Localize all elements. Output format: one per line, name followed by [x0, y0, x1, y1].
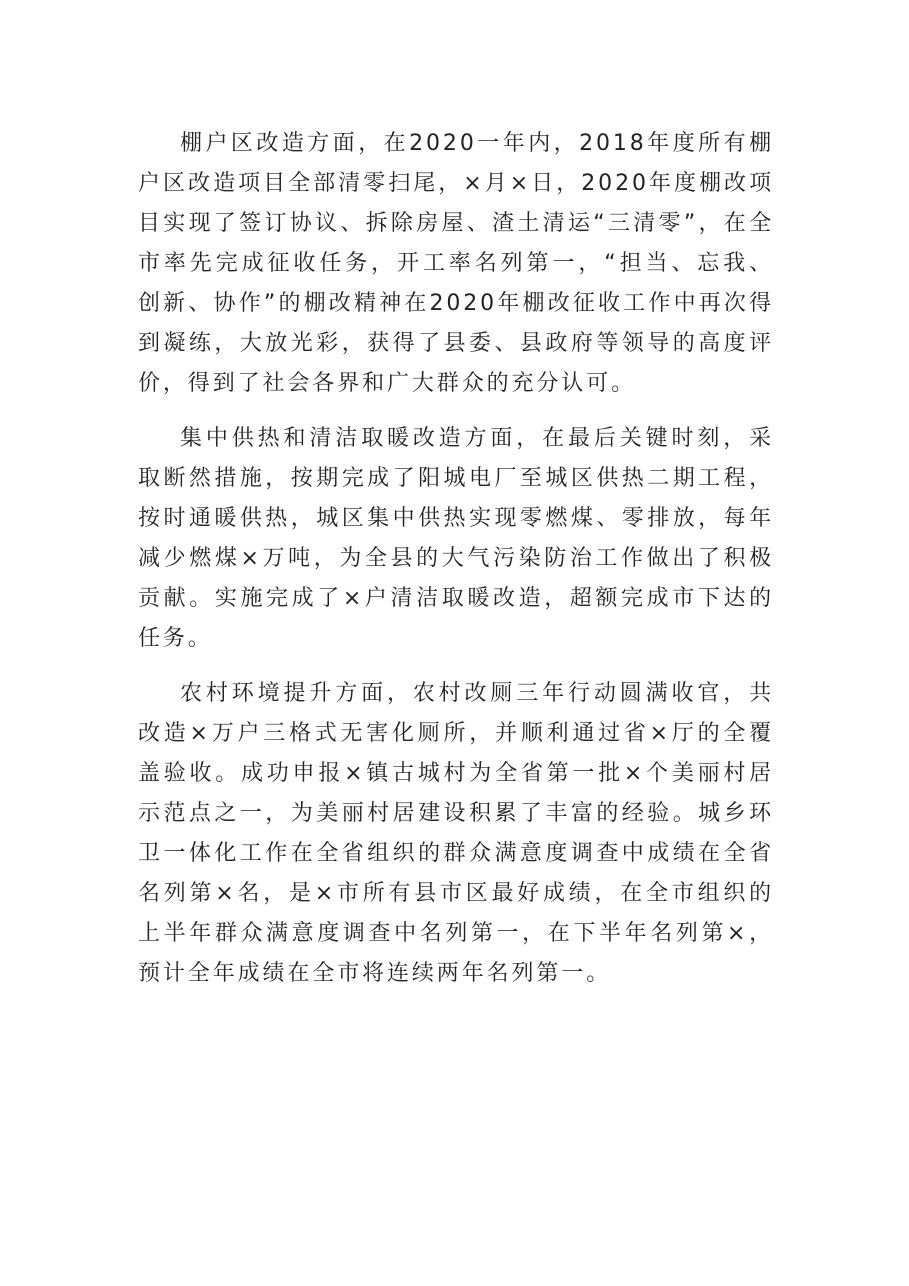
document-body — [138, 124, 774, 1009]
paragraph-rural-environment: 农村环境提升方面，农村改厕三年行动圆满收官，共改造×万户三格式无害化厕所，并顺利通过省×厅的全覆盖验收。成功申报×镇古城村为全省第一批×个美丽村居示范点之一，为美丽村居建设积累了丰富的经验。城乡环卫一体化工作在全省组织的群众满意度调查中成绩在全省名列第×名，是×市所有县市区最好成绩，在全市组织的上半年群众满意度调查中名列第一，在下半年名列第×，预计全年成绩在全市将连续两年名列第一。 — [138, 681, 774, 986]
paragraph-central-heating: 集中供热和清洁取暖改造方面，在最后关键时刻，采取断然措施，按期完成了阳城电厂至城区供热二期工程，按时通暖供热，城区集中供热实现零燃煤、零排放，每年减少燃煤×万吨，为全县的大气污染防治工作做出了积极贡献。实施完成了×户清洁取暖改造，超额完成市下达的任务。 — [138, 426, 774, 651]
paragraph-shantytown-renovation: 棚户区改造方面，在2020一年内，2018年度所有棚户区改造项目全部清零扫尾，×月×日，2020年度棚改项目实现了签订协议、拆除房屋、渣土清运“三清零”，在全市率先完成征收任务，开工率名列第一，“担当、忘我、创新、协作”的棚改精神在2020年棚改征收工作中再次得到凝练，大放光彩，获得了县委、县政府等领导的高度评价，得到了社会各界和广大群众的充分认可。 — [138, 131, 774, 396]
